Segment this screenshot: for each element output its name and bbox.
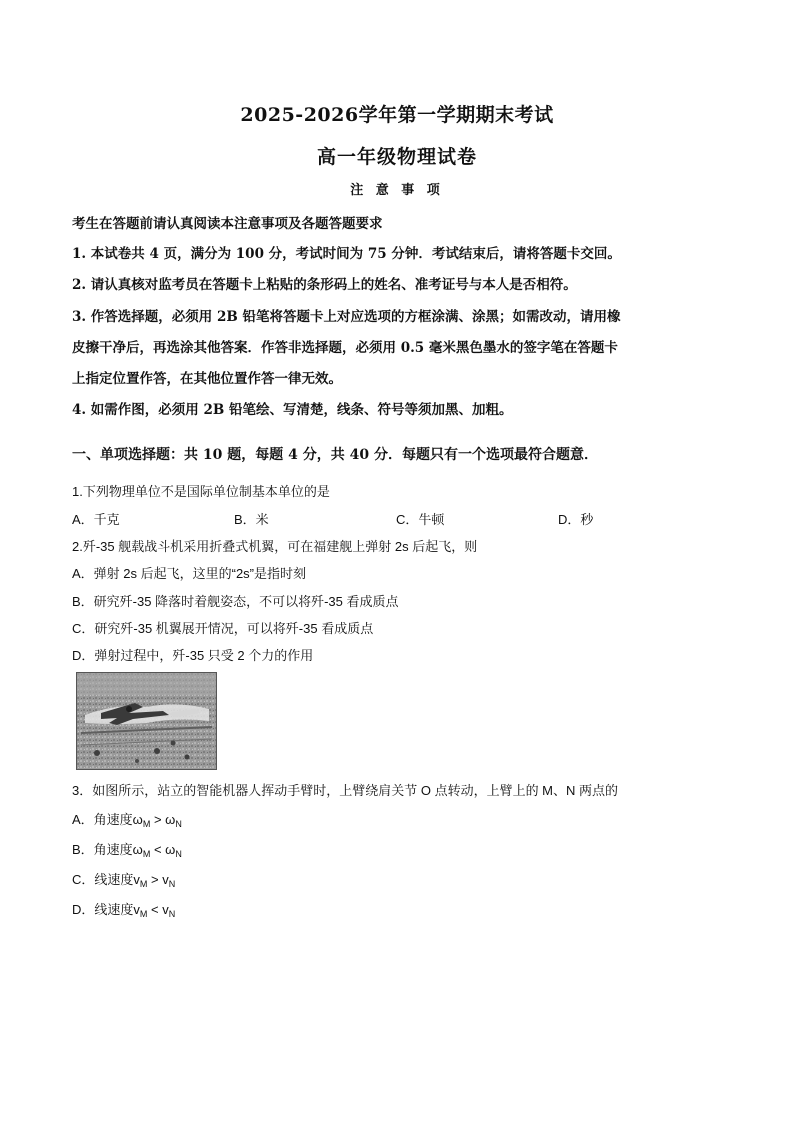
notice-heading: 注 意 事 项	[350, 183, 444, 198]
exam-title: 2025-2026学年第一学期期末考试	[240, 104, 554, 126]
notice-item-3-line-1: 3. 作答选择题，必须用 2B 铅笔将答题卡上对应选项的方框涂满、涂黑；如需改动，请用橡	[72, 309, 621, 325]
question-2-stem: 2.歼-35 舰载战斗机采用折叠式机翼，可在福建舰上弹射 2s 后起飞，则	[72, 539, 478, 554]
notice-item-1: 1. 本试卷共 4 页，满分为 100 分，考试时间为 75 分钟．考试结束后，请将答题卡交回。	[72, 246, 621, 262]
fighter-jet-photo	[76, 672, 217, 770]
question-1-option-c: C．牛顿	[396, 512, 445, 527]
exam-subtitle: 高一年级物理试卷	[316, 146, 477, 168]
question-3-stem: 3．如图所示，站立的智能机器人挥动手臂时，上臂绕肩关节 O 点转动，上臂上的 M、N 两点的	[72, 783, 619, 798]
question-2-option-d: D．弹射过程中，歼-35 只受 2 个力的作用	[72, 648, 314, 663]
question-3-option-b: B．角速度$\omega_M < \omega_N$	[72, 842, 182, 859]
notice-item-2: 2. 请认真核对监考员在答题卡上粘贴的条形码上的姓名、准考证号与本人是否相符。	[72, 277, 577, 293]
question-1-option-d: D．秒	[558, 512, 594, 527]
notice-item-3-line-2: 皮擦干净后，再选涂其他答案．作答非选择题，必须用 0.5 毫米黑色墨水的签字笔在答题卡	[72, 340, 618, 356]
notice-item-4: 4. 如需作图，必须用 2B 铅笔绘、写清楚，线条、符号等须加黑、加粗。	[72, 402, 513, 418]
notice-item-3-line-3: 上指定位置作答，在其他位置作答一律无效。	[72, 371, 342, 387]
question-3-option-a: A．角速度$\omega_M > \omega_N$	[72, 812, 182, 829]
question-1-option-a: A．千克	[72, 512, 120, 527]
question-2-option-c: C．研究歼-35 机翼展开情况，可以将歼-35 看成质点	[72, 621, 374, 636]
section-heading: 一、单项选择题：共 10 题，每题 4 分，共 40 分．每题只有一个选项最符合题意．	[72, 447, 598, 463]
question-2-option-a: A．弹射 2s 后起飞，这里的“2s”是指时刻	[72, 566, 307, 581]
question-3-option-d: D．线速度$v_M < v_N$	[72, 902, 176, 919]
notice-intro: 考生在答题前请认真阅读本注意事项及各题答题要求	[72, 216, 383, 232]
question-2-option-b: B．研究歼-35 降落时着舰姿态，不可以将歼-35 看成质点	[72, 594, 399, 609]
question-3-option-c: C．线速度$v_M > v_N$	[72, 872, 176, 889]
question-1-stem: 1.下列物理单位不是国际单位制基本单位的是	[72, 484, 330, 499]
question-1-option-b: B．米	[234, 512, 269, 527]
